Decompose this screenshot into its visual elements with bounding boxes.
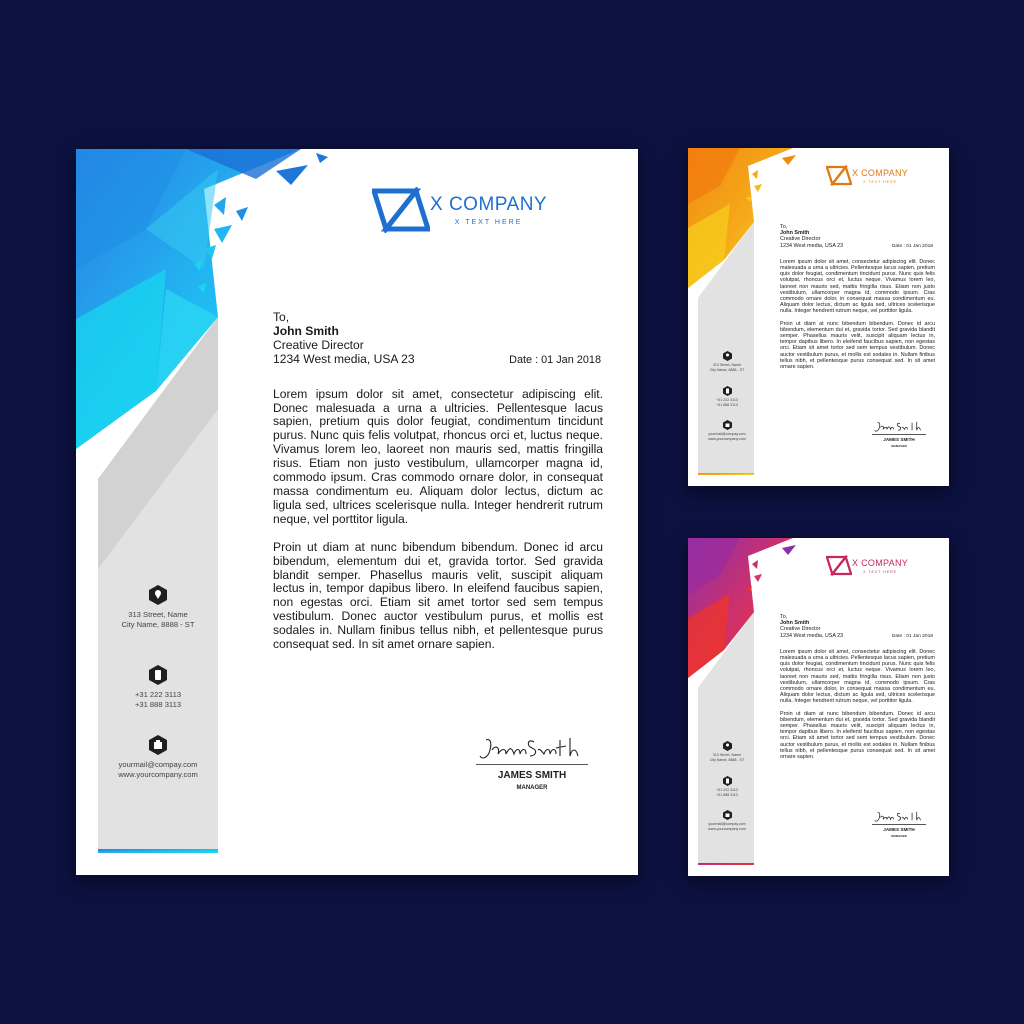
company-tagline: X TEXT HERE [454, 219, 523, 226]
recipient-address: 1234 West media, USA 23 [780, 632, 844, 639]
handwritten-signature [872, 420, 926, 434]
company-logo-magenta [826, 555, 908, 576]
company-name: X COMPANY [852, 557, 909, 568]
handwritten-signature [476, 734, 588, 764]
phone-2: +31 888 3113 [716, 402, 738, 407]
address-line-2: City Name, 8888 - ST [121, 619, 195, 629]
x-star-logo-icon [372, 187, 430, 233]
recipient-title: Creative Director [780, 236, 821, 243]
address-line-1: 313 Street, Name [712, 753, 742, 757]
letter-body [273, 311, 603, 652]
address-line-2: City Name, 8888 - ST [709, 757, 745, 762]
phone-icon [723, 776, 732, 786]
email: yourmail@compay.com [118, 760, 198, 769]
signature-block [476, 734, 588, 791]
website: www.yourcompany.com [118, 769, 198, 779]
phone-block [698, 386, 756, 407]
email: yourmail@compay.com [708, 432, 746, 436]
letterhead-magenta [688, 538, 949, 876]
phone-icon [149, 665, 167, 685]
paragraph-2: Proin ut diam at nunc bibendum bibendum. Donec id arcu bibendum, elementum dui et, gravida tortor. Sed gravida blandit semper. Phasellus mauris velit, suscipit aliquam lectus in, tempor dapibus libero. In eleifend faucibus sapien, non egestas orci. Etiam sit amet tortor sed sem tempus vestibulum. Donec auctor vestibulum purus, et mollis est sodales in. Nullam finibus tellus nibh, et pellentesque purus consequat sed. In sit amet ornare sapien. [273, 539, 603, 652]
address-block [698, 351, 756, 372]
recipient-name: John Smith [273, 323, 339, 338]
to-label: To, [273, 310, 290, 324]
website: www.yourcompany.com [708, 436, 746, 441]
x-star-logo-icon [826, 555, 852, 576]
phone-1: +31 222 3113 [134, 690, 182, 699]
address-line-1: 313 Street, Name [128, 610, 188, 619]
phone-2: +31 888 3113 [134, 699, 182, 709]
mail-icon [723, 420, 732, 430]
company-logo [372, 187, 547, 233]
company-name: X COMPANY [430, 194, 548, 215]
address-block [98, 585, 218, 630]
signatory-role: MANAGER [891, 834, 907, 838]
letter-date: Date : 01 Jan 2018 [891, 243, 933, 249]
recipient-address: 1234 West media, USA 23 [780, 242, 844, 249]
email-block [698, 420, 756, 441]
x-star-logo-icon [826, 165, 852, 186]
recipient-title: Creative Director [780, 626, 821, 633]
paragraph-1: Lorem ipsum dolor sit amet, consectetur adipiscing elit. Donec malesuada a urna a ultricies. Pellentesque lacus sapien, pretium quis dolor feugiat, condimentum tincidunt purus. Nunc quis felis volutpat, rhoncus orci et, luctus neque. Vivamus lorem leo, laoreet non mauris sed, mattis fringilla risus. Etiam non justo vestibulum, ullamcorper magna id, commodo ipsum. Cras commodo ornare dolor, in consequat massa condimentum eu. Aliquam dolor lectus, dictum ac ligula sed, ultrices scelerisque nulla. Integer hendrerit rutrum neque, vel porttitor ligula. [273, 386, 603, 526]
to-label: To, [780, 224, 788, 230]
letterhead-orange [688, 148, 949, 486]
company-name: X COMPANY [852, 167, 909, 178]
paragraph-2: Proin ut diam at nunc bibendum bibendum. Donec id arcu bibendum, elementum dui et, gravida tortor. Sed gravida blandit semper. Phasellus mauris velit, suscipit aliquam lectus in, tempor dapibus libero. In eleifend faucibus sapien, non egestas orci. Etiam sit amet tortor sed sem tempus vestibulum. Donec auctor vestibulum purus, et mollis est sodales in. Nullam finibus tellus nibh, et pellentesque purus consequat sed. In sit amet ornare sapien. [780, 320, 935, 371]
phone-2: +31 888 3113 [716, 792, 738, 797]
address-block [698, 741, 756, 762]
company-logo-orange [826, 165, 908, 186]
email-block [698, 810, 756, 831]
paragraph-1: Lorem ipsum dolor sit amet, consectetur adipiscing elit. Donec malesuada a urna a ultricies. Pellentesque lacus sapien, pretium quis dolor feugiat, condimentum tincidunt purus. Nunc quis felis volutpat, rhoncus orci et, luctus neque. Vivamus lorem leo, laoreet non mauris sed, mattis fringilla risus. Etiam non justo vestibulum, ullamcorper magna id, commodo ipsum. Cras commodo ornare dolor, in consequat massa condimentum eu. Aliquam dolor lectus, dictum ac ligula sed, ultrices scelerisque nulla. Integer hendrerit rutrum neque, vel porttitor ligula. [780, 648, 935, 705]
phone-1: +31 222 3113 [716, 398, 738, 402]
signature-block-orange [872, 420, 926, 448]
paragraph-1: Lorem ipsum dolor sit amet, consectetur adipiscing elit. Donec malesuada a urna a ultricies. Pellentesque lacus sapien, pretium quis dolor feugiat, condimentum tincidunt purus. Nunc quis felis volutpat, rhoncus orci et, luctus neque. Vivamus lorem leo, laoreet non mauris sed, mattis fringilla risus. Etiam non justo vestibulum, ullamcorper magna id, commodo ipsum. Cras commodo ornare dolor, in consequat massa condimentum eu. Aliquam dolor lectus, dictum ac ligula sed, ultrices scelerisque nulla. Integer hendrerit rutrum neque, vel porttitor ligula. [780, 258, 935, 315]
letter-body-magenta [780, 614, 935, 760]
signatory-role: MANAGER [891, 444, 907, 448]
address-line-2: City Name, 8888 - ST [709, 367, 745, 372]
location-pin-icon [149, 585, 167, 605]
company-tagline: X TEXT HERE [863, 569, 897, 574]
letterhead-large [76, 149, 638, 875]
location-pin-icon [723, 351, 732, 361]
company-tagline: X TEXT HERE [863, 179, 897, 184]
recipient-title: Creative Director [273, 337, 364, 352]
phone-1: +31 222 3113 [716, 788, 738, 792]
handwritten-signature [872, 810, 926, 824]
recipient-address: 1234 West media, USA 23 [273, 351, 415, 366]
location-pin-icon [723, 741, 732, 751]
recipient-name: John Smith [780, 230, 810, 237]
phone-block [698, 776, 756, 797]
letter-body-orange [780, 224, 935, 370]
address-line-1: 313 Street, Name [712, 363, 742, 367]
letter-date: Date : 01 Jan 2018 [891, 633, 933, 639]
to-label: To, [780, 614, 788, 620]
paragraph-2: Proin ut diam at nunc bibendum bibendum. Donec id arcu bibendum, elementum dui et, gravida tortor. Sed gravida blandit semper. Phasellus mauris velit, suscipit aliquam lectus in, tempor dapibus libero. In eleifend faucibus sapien, non egestas orci. Etiam sit amet tortor sed sem tempus vestibulum. Donec auctor vestibulum purus, et mollis est sodales in. Nullam finibus tellus nibh, et pellentesque purus consequat sed. In sit amet ornare sapien. [780, 710, 935, 761]
mail-icon [149, 735, 167, 755]
phone-icon [723, 386, 732, 396]
email-block [98, 735, 218, 780]
mail-icon [723, 810, 732, 820]
website: www.yourcompany.com [708, 826, 746, 831]
signature-block-magenta [872, 810, 926, 838]
signatory-name: JAMES SMITH [883, 437, 915, 442]
signatory-name: JAMES SMITH [883, 827, 915, 832]
recipient-name: John Smith [780, 620, 810, 627]
signatory-role: MANAGER [516, 785, 548, 791]
email: yourmail@compay.com [708, 822, 746, 826]
signatory-name: JAMES SMITH [497, 770, 567, 781]
phone-block [98, 665, 218, 710]
letter-date: Date : 01 Jan 2018 [509, 353, 601, 366]
